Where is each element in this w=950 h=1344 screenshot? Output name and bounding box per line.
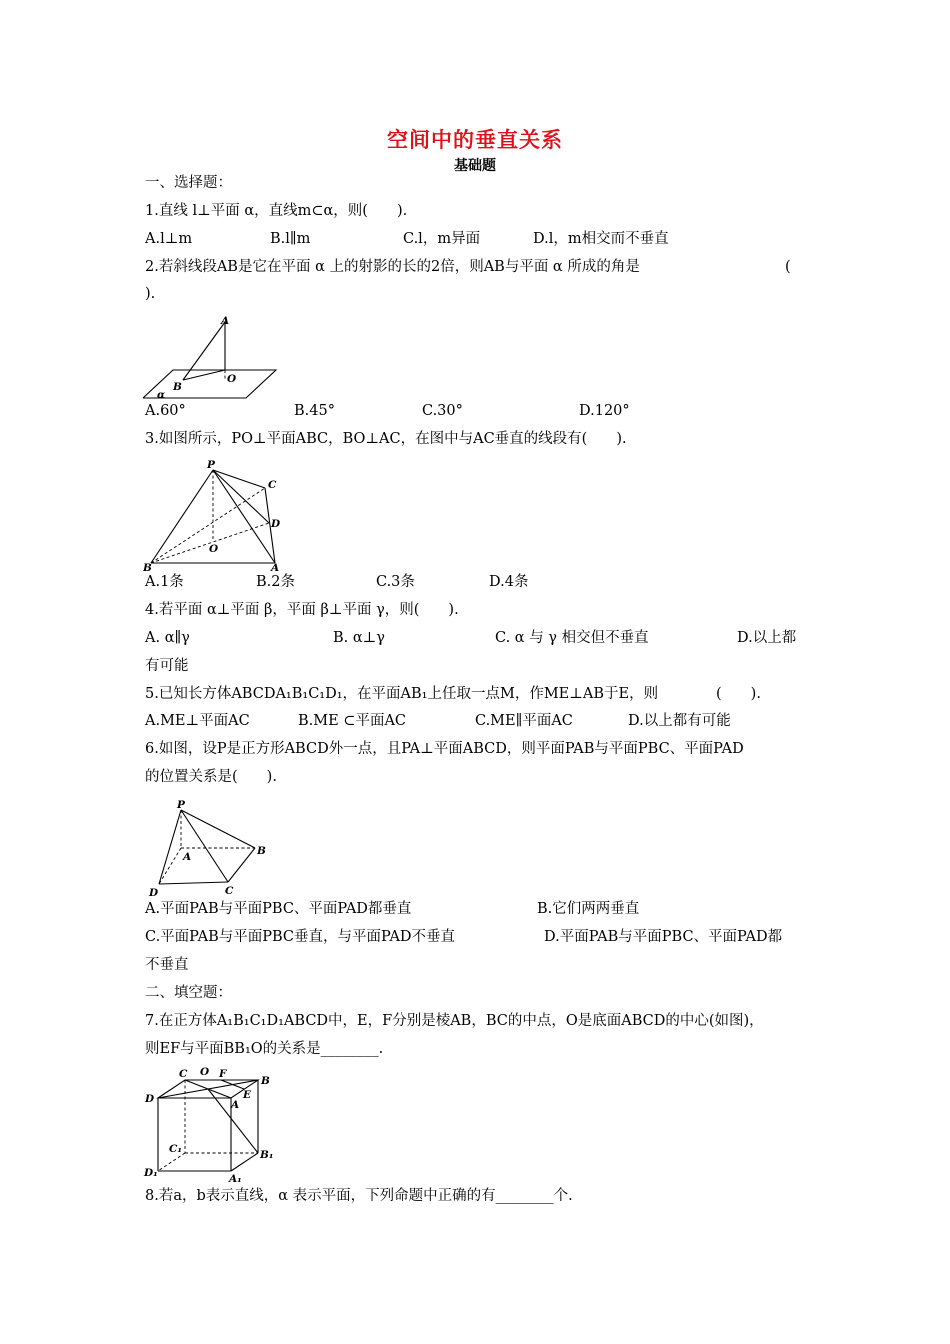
label-a1: A₁ xyxy=(229,1173,242,1185)
label-p: P xyxy=(207,459,215,471)
label-d: D xyxy=(149,887,159,899)
q5-option-a: A.ME⊥平面AC xyxy=(145,713,250,729)
q2-figure xyxy=(143,312,278,402)
segment-pb xyxy=(181,810,255,848)
label-b: B xyxy=(261,1075,270,1087)
q7-figure xyxy=(143,1066,278,1186)
q2-paren-open: ( xyxy=(785,259,791,275)
q3-option-c: C.3条 xyxy=(376,574,415,590)
label-o: O xyxy=(227,373,237,385)
label-e: E xyxy=(243,1089,252,1101)
q2-option-a: A.60° xyxy=(145,403,186,419)
q2-option-c: C.30° xyxy=(422,403,463,419)
q2-option-d: D.120° xyxy=(579,403,630,419)
label-b: B xyxy=(173,381,182,393)
section-fill-heading: 二、填空题： xyxy=(145,985,232,1001)
segment-pd xyxy=(213,470,269,523)
page-title: 空间中的垂直关系 xyxy=(387,128,563,152)
q6-option-d-cont: 不垂直 xyxy=(145,957,189,973)
label-d1: D₁ xyxy=(144,1167,158,1179)
segment-pb xyxy=(151,470,213,563)
q2-paren-close: ). xyxy=(145,286,156,302)
q8-stem: 8.若a，b表示直线，α 表示平面，下列命题中正确的有________个. xyxy=(145,1188,573,1204)
q6-stem-cont: 的位置关系是( ). xyxy=(145,769,277,785)
label-c1: C₁ xyxy=(169,1143,182,1155)
q3-option-a: A.1条 xyxy=(145,574,184,590)
label-a: A xyxy=(271,562,280,573)
q5-option-b: B.ME ⊂平面AC xyxy=(298,713,407,729)
q6-option-c: C.平面PAB与平面PBC垂直，与平面PAD不垂直 xyxy=(145,929,456,945)
q4-option-c: C. α 与 γ 相交但不垂直 xyxy=(495,630,649,646)
q6-figure xyxy=(143,796,273,900)
q6-option-b: B.它们两两垂直 xyxy=(537,901,640,917)
label-c: C xyxy=(268,479,277,491)
label-c: C xyxy=(179,1068,188,1080)
q4-option-d: D.以上都 xyxy=(737,630,797,646)
label-alpha: α xyxy=(157,389,166,401)
label-p: P xyxy=(177,799,185,811)
label-o: O xyxy=(209,543,219,555)
label-a: A xyxy=(231,1099,240,1111)
q2-stem: 2.若斜线段AB是它在平面 α 上的射影的长的2倍，则AB与平面 α 所成的角是 xyxy=(145,259,640,275)
label-c: C xyxy=(225,885,234,897)
label-a: A xyxy=(221,315,230,327)
segment-ad xyxy=(159,848,181,884)
label-b1: B₁ xyxy=(260,1149,274,1161)
q3-option-b: B.2条 xyxy=(256,574,295,590)
segment-pc xyxy=(181,810,228,882)
label-b: B xyxy=(257,845,266,857)
q4-option-d-cont: 有可能 xyxy=(145,658,189,674)
segment-ef xyxy=(221,1080,244,1089)
label-a: A xyxy=(183,851,192,863)
label-f: F xyxy=(219,1068,227,1080)
q1-option-a: A.l⊥m xyxy=(145,231,193,247)
q3-stem: 3.如图所示，PO⊥平面ABC，BO⊥AC，在图中与AC垂直的线段有( ). xyxy=(145,431,627,447)
label-o: O xyxy=(200,1066,210,1078)
q6-option-d: D.平面PAB与平面PBC、平面PAD都 xyxy=(544,929,783,945)
q5-option-c: C.ME∥平面AC xyxy=(475,713,573,729)
q5-stem: 5.已知长方体ABCDA₁B₁C₁D₁，在平面AB₁上任取一点M，作ME⊥AB于E，则 xyxy=(145,686,659,702)
label-d: D xyxy=(271,518,281,530)
q1-option-b: B.l∥m xyxy=(270,231,311,247)
q1-option-d: D.l，m相交而不垂直 xyxy=(533,231,669,247)
section-choice-heading: 一、选择题： xyxy=(145,175,232,191)
q5-paren: ( ). xyxy=(716,686,761,702)
q4-option-a: A. α∥γ xyxy=(145,630,190,646)
q4-stem: 4.若平面 α⊥平面 β，平面 β⊥平面 γ，则( ). xyxy=(145,602,459,618)
q1-stem: 1.直线 l⊥平面 α，直线m⊂α，则( ). xyxy=(145,203,408,219)
q4-option-b: B. α⊥γ xyxy=(333,630,385,646)
page-subtitle: 基础题 xyxy=(454,158,496,174)
q1-option-c: C.l，m异面 xyxy=(403,231,481,247)
q3-option-d: D.4条 xyxy=(489,574,529,590)
edge-c1d1 xyxy=(158,1153,185,1171)
q6-option-a: A.平面PAB与平面PBC、平面PAD都垂直 xyxy=(145,901,412,917)
q7-stem: 7.在正方体A₁B₁C₁D₁ABCD中，E，F分别是棱AB，BC的中点，O是底面ABCD的中心(如图)， xyxy=(145,1013,764,1029)
segment-cb xyxy=(228,848,255,882)
segment-pd xyxy=(159,810,181,884)
label-d: D xyxy=(145,1093,155,1105)
q3-figure xyxy=(143,458,288,573)
segment-dc xyxy=(159,882,228,884)
q5-option-d: D.以上都有可能 xyxy=(628,713,731,729)
q7-stem-cont: 则EF与平面BB₁O的关系是________. xyxy=(145,1041,384,1057)
q2-option-b: B.45° xyxy=(294,403,335,419)
segment-pc xyxy=(213,470,265,488)
segment-bc xyxy=(151,488,265,563)
edge-a1b1 xyxy=(231,1153,258,1171)
q6-stem: 6.如图，设P是正方形ABCD外一点，且PA⊥平面ABCD，则平面PAB与平面PBC、平面PAD xyxy=(145,741,744,757)
label-b: B xyxy=(143,562,152,573)
